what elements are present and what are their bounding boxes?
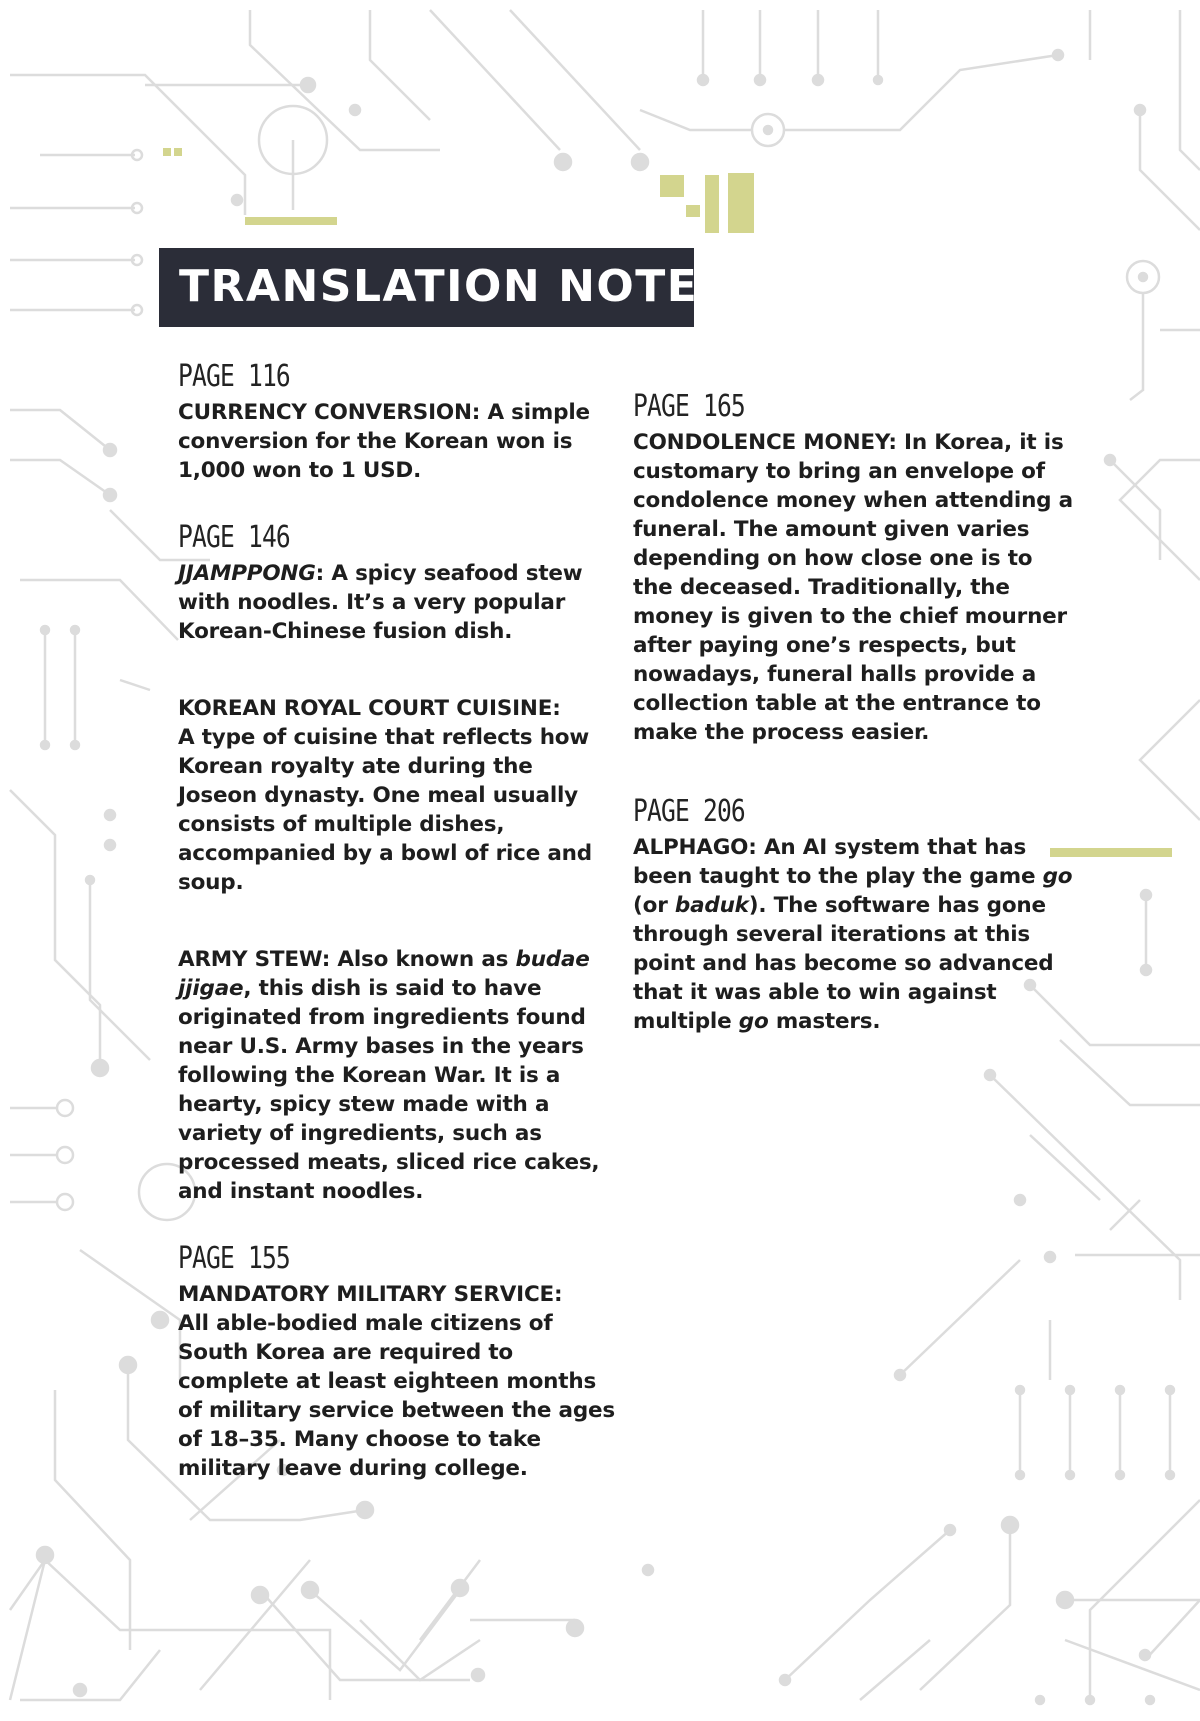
accent-block-icon	[686, 205, 700, 217]
right-column	[633, 390, 1073, 1036]
note-term: KOREAN ROYAL COURT CUISINE:	[178, 696, 561, 721]
note-condolence-money	[633, 428, 1073, 747]
page-label-146: PAGE 146	[178, 520, 290, 555]
page-label-116: PAGE 116	[178, 359, 290, 394]
page-label-155: PAGE 155	[178, 1241, 290, 1276]
note-term: JJAMPPONG	[178, 561, 316, 586]
note-text: A type of cuisine that reflects how Korean royalty ate during the Joseon dynasty. One meal usually consists of multiple dishes, accompanied by a bowl of rice and soup.	[178, 725, 592, 895]
accent-bar-icon	[245, 217, 337, 225]
note-text: : A spicy seafood stew with noodles. It’s a very popular Korean-Chinese fusion dish.	[178, 561, 583, 644]
accent-square-icon	[174, 148, 182, 156]
note-currency-conversion	[178, 398, 618, 485]
page-title: TRANSLATION NOTES	[179, 261, 732, 312]
note-italic-term: go	[1042, 864, 1073, 889]
note-jjamppong	[178, 559, 618, 646]
accent-block-icon	[660, 175, 684, 197]
note-text: masters.	[768, 1009, 881, 1034]
note-text: All able-bodied male citizens of South Korea are required to complete at least eighteen months of military service between the ages of 18–35. Many choose to take military leave during college.	[178, 1311, 615, 1481]
note-term: ARMY STEW:	[178, 947, 331, 972]
accent-square-icon	[163, 148, 171, 156]
accent-bar-icon	[728, 173, 754, 233]
note-italic-term: budae jjigae	[178, 947, 590, 1001]
note-text: , this dish is said to have originated from ingredients found near U.S. Army bases in the years following the Korean War. It is a hearty, spicy stew made with a variety of ingredients, such as processed meats, sliced rice cakes, and instant noodles.	[178, 976, 600, 1204]
note-text: An AI system that has been taught to the play the game	[633, 835, 1043, 889]
note-italic-term: baduk	[674, 893, 749, 918]
note-term: CURRENCY CONVERSION:	[178, 400, 481, 425]
page-label-206: PAGE 206	[633, 794, 745, 829]
note-text: In Korea, it is customary to bring an envelope of condolence money when attending a funeral. The amount given varies depending on how close one is to the deceased. Traditionally, the money is given to the chief mourner after paying one’s respects, but nowadays, funeral halls provide a collection table at the entrance to make the process easier.	[633, 430, 1073, 745]
note-text: A simple conversion for the Korean won is 1,000 won to 1 USD.	[178, 400, 590, 483]
note-italic-term: go	[738, 1009, 769, 1034]
note-text: ). The software has gone through several iterations at this point and has become so advanced that it was able to win against multiple	[633, 893, 1054, 1034]
accent-bar-icon	[705, 175, 719, 233]
note-military-service	[178, 1280, 618, 1483]
note-royal-court-cuisine	[178, 694, 618, 897]
note-alphago	[633, 833, 1073, 1036]
note-term: ALPHAGO:	[633, 835, 757, 860]
note-term: CONDOLENCE MONEY:	[633, 430, 897, 455]
note-text: (or	[633, 893, 675, 918]
page-label-165: PAGE 165	[633, 389, 745, 424]
left-column	[178, 360, 618, 1483]
note-army-stew	[178, 945, 618, 1206]
note-text: Also known as	[330, 947, 516, 972]
note-term: MANDATORY MILITARY SERVICE:	[178, 1282, 563, 1307]
title-banner	[159, 248, 732, 327]
